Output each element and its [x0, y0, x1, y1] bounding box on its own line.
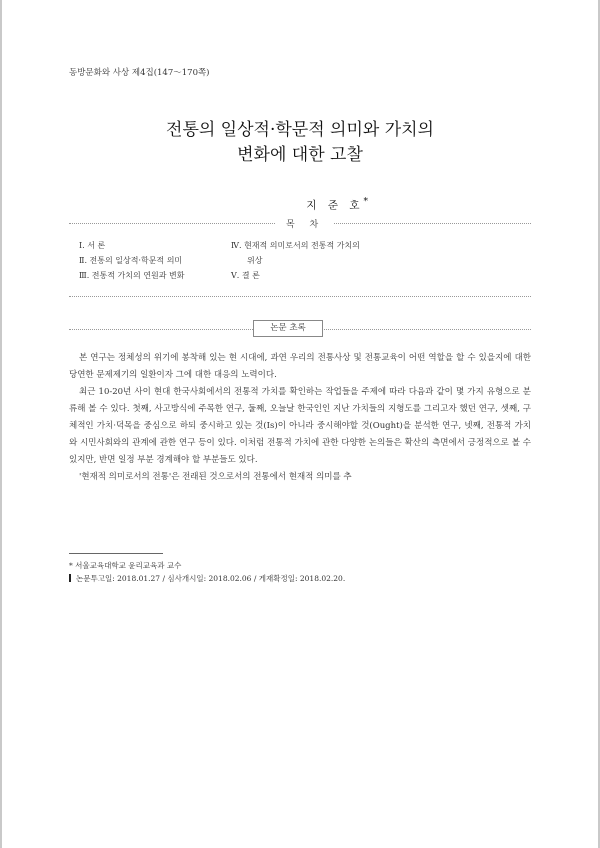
toc-item: Ⅰ. 서 론: [79, 241, 106, 250]
toc-right-column: [231, 238, 360, 283]
toc-left-column: [79, 238, 184, 283]
running-head: 동방문화와 사상 제4집(147～170쪽): [69, 68, 210, 78]
toc-item: Ⅴ. 결 론: [231, 271, 260, 280]
abstract-paragraph: '현재적 의미로서의 전통'은 전래된 것으로서의 전통에서 현재적 의미를 추: [79, 472, 352, 482]
table-of-contents: [69, 220, 531, 297]
abstract-paragraph: 본 연구는 정체성의 위기에 봉착해 있는 현 시대에, 과연 우리의 전통사상 및 전통교육이 어떤 역할을 할 수 있을지에 대한 당연한 문제제기의 일환이자 그에 대한 대응의 노력이다.: [69, 353, 531, 380]
abstract-paragraph: 최근 10-20년 사이 현대 한국사회에서의 전통적 가치를 확인하는 작업들을 주제에 따라 다음과 같이 몇 가지 유형으로 분류해 볼 수 있다. 첫째, 사고방식에 주목한 연구, 둘째, 오늘날 한국인인 지난 가치들의 지형도를 그리고자 했던 연구, 셋째, 구체적인 가치·덕목을 중심으로 하되 중시하고 있는 것(Is)이 아니라 중시해야할 것(Ought)을 분석한 연구, 넷째, 전통적 가치와 시민사회와의 관계에 관한 연구 등이 있다. 이처럼 전통적 가치에 관한 다양한 논의들은 확산의 측면에서 긍정적으로 볼 수 있지만, 반면 일정 부분 경계해야 할 부분들도 있다.: [69, 387, 531, 465]
abstract-body: [69, 350, 531, 486]
author: [306, 197, 368, 213]
paper-title: [0, 118, 600, 168]
toc-label: 목 차: [276, 217, 334, 230]
footnote-rule: [69, 553, 163, 554]
title-line-2: 변화에 대한 고찰: [237, 145, 363, 165]
toc-item: Ⅱ. 전통의 일상적·학문적 의미: [79, 256, 183, 265]
abstract-label: 논문 초록: [253, 320, 323, 337]
toc-item: Ⅲ. 전통적 가치의 연원과 변화: [79, 271, 185, 280]
footnote-dates-text: 논문투고일: 2018.01.27 / 심사개시일: 2018.02.06 / 게재확정일: 2018.02.20.: [76, 574, 346, 583]
toc-item-continuation: 위상: [247, 256, 263, 265]
author-name: 지 준 호: [306, 199, 364, 212]
author-footnote-mark: *: [363, 197, 368, 207]
toc-item: Ⅳ. 현재적 의미로서의 전통적 가치의: [231, 241, 360, 250]
footnote-affiliation: * 서울교육대학교 윤리교육과 교수: [69, 561, 182, 570]
title-line-1: 전통의 일상적·학문적 의미와 가치의: [166, 120, 434, 140]
footnote-dates: [69, 573, 345, 584]
bar-marker-icon: [69, 574, 71, 582]
